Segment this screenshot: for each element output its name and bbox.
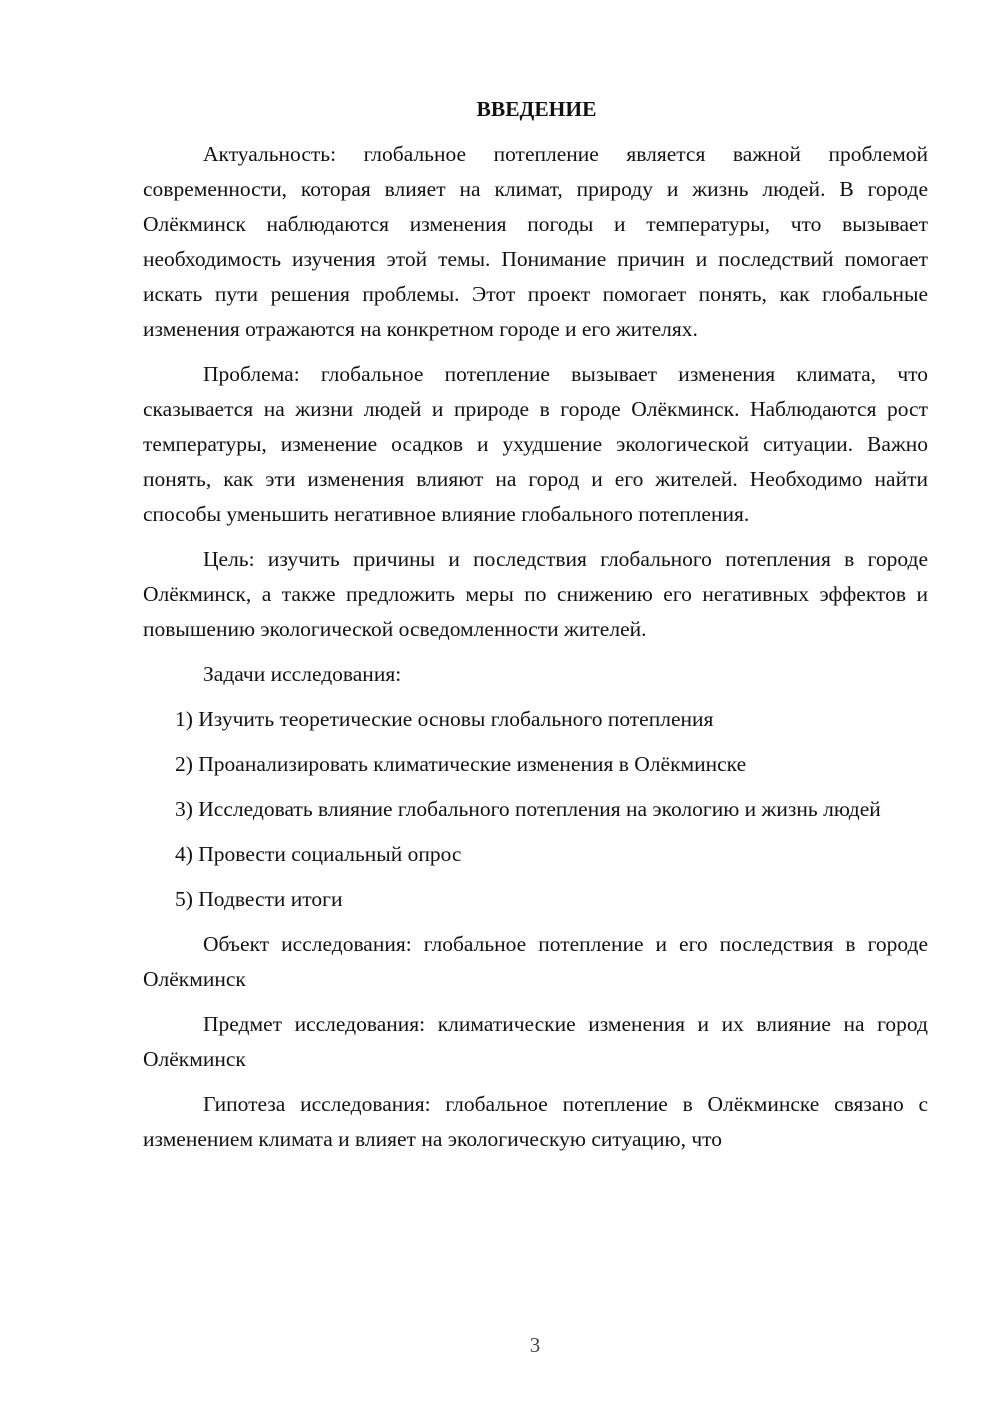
task-item-5: 5) Подвести итоги bbox=[175, 887, 343, 911]
tasks-heading: Задачи исследования: bbox=[203, 662, 402, 686]
task-item-2: 2) Проанализировать климатические изменения в Олёкминске bbox=[175, 752, 747, 776]
task-item-1: 1) Изучить теоретические основы глобального потепления bbox=[175, 707, 714, 731]
hypothesis-paragraph: Гипотеза исследования: глобальное потепление в Олёкминске связано с изменением климата и влияет на экологическую ситуацию, что bbox=[143, 1092, 928, 1151]
problem-paragraph: Проблема: глобальное потепление вызывает изменения климата, что сказывается на жизни людей и природе в городе Олёкминск. Наблюдаются рост температуры, изменение осадков и ухудшение экологической ситуации. Важно понять, как эти изменения влияют на город и его жителей. Необходимо найти способы уменьшить негативное влияние глобального потепления. bbox=[143, 362, 928, 526]
section-title: ВВЕДЕНИЕ bbox=[476, 97, 597, 121]
task-item-4: 4) Провести социальный опрос bbox=[175, 842, 462, 866]
goal-paragraph: Цель: изучить причины и последствия глобального потепления в городе Олёкминск, а также предложить меры по снижению его негативных эффектов и повышению экологической осведомленности жителей. bbox=[143, 547, 928, 641]
relevance-paragraph: Актуальность: глобальное потепление является важной проблемой современности, которая влияет на климат, природу и жизнь людей. В городе Олёкминск наблюдаются изменения погоды и температуры, что вызывает необходимость изучения этой темы. Понимание причин и последствий помогает искать пути решения проблемы. Этот проект помогает понять, как глобальные изменения отражаются на конкретном городе и его жителях. bbox=[143, 142, 928, 341]
object-paragraph: Объект исследования: глобальное потепление и его последствия в городе Олёкминск bbox=[143, 932, 928, 991]
subject-paragraph: Предмет исследования: климатические изменения и их влияние на город Олёкминск bbox=[143, 1012, 928, 1071]
page-content bbox=[143, 92, 928, 1167]
task-item-3: 3) Исследовать влияние глобального потепления на экологию и жизнь людей bbox=[175, 797, 881, 821]
page-number: 3 bbox=[529, 1333, 541, 1357]
